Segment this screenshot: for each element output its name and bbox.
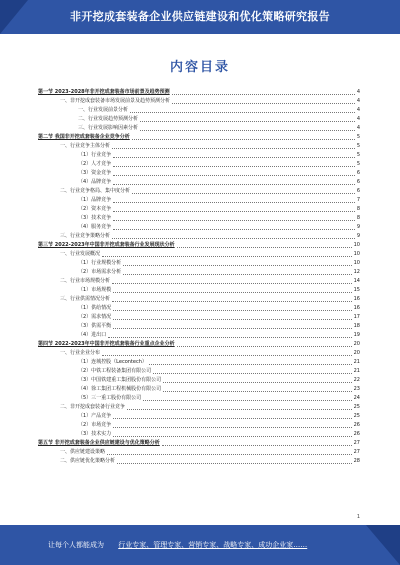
toc-entry-label: （2）需求情况 — [78, 314, 112, 320]
toc-chapter-entry[interactable] — [38, 88, 360, 97]
toc-leader-dots — [123, 268, 351, 275]
toc-leader-dots — [149, 358, 352, 365]
footer-slogan — [48, 525, 307, 565]
toc-entry-label: 第一节 2023-2028年非开挖成套装备市场前景及趋势预测 — [38, 89, 170, 95]
toc-entry-label: （3）资金竞争 — [78, 170, 112, 176]
toc-entry-page: 25 — [353, 404, 360, 410]
toc-leader-dots — [113, 214, 355, 221]
toc-entry[interactable] — [38, 268, 360, 277]
toc-entry-page: 24 — [353, 395, 360, 401]
toc-entry[interactable] — [38, 331, 360, 340]
toc-entry-label: （4）品牌竞争 — [78, 179, 112, 185]
toc-entry-page: 19 — [353, 332, 360, 338]
toc-leader-dots — [163, 385, 351, 392]
toc-entry[interactable] — [38, 376, 360, 385]
toc-entry-page: 4 — [356, 125, 360, 131]
toc-entry-page: 20 — [353, 341, 360, 347]
toc-entry-label: 一、行业发展概况 — [60, 251, 101, 257]
toc-entry[interactable] — [38, 295, 360, 304]
toc-entry-label: 二、非开挖成套装备行业竞争 — [60, 404, 126, 410]
toc-leader-dots — [113, 313, 351, 320]
toc-entry-page: 27 — [353, 440, 360, 446]
toc-entry[interactable] — [38, 259, 360, 268]
toc-entry-label: （3）技术竞争 — [78, 215, 112, 221]
toc-entry-page: 5 — [356, 143, 360, 149]
toc-entry-page: 22 — [353, 377, 360, 383]
toc-leader-dots — [108, 331, 351, 338]
toc-leader-dots — [113, 196, 355, 203]
toc-leader-dots — [113, 304, 351, 311]
toc-page — [0, 34, 400, 525]
toc-entry-label: 二、行业竞争格局、集中度分析 — [60, 188, 131, 194]
toc-entry-page: 5 — [356, 152, 360, 158]
toc-entry-label: 三、行业供需情况分析 — [60, 296, 111, 302]
toc-entry[interactable] — [38, 151, 360, 160]
toc-entry-label: 二、行业发展趋势预测分析 — [78, 116, 139, 122]
toc-entry-page: 28 — [353, 458, 360, 464]
toc-entry-page: 7 — [356, 197, 360, 203]
toc-entry[interactable] — [38, 250, 360, 259]
toc-leader-dots — [163, 376, 351, 383]
toc-entry-label: 一、供应链建设策略 — [60, 449, 106, 455]
toc-leader-dots — [140, 115, 355, 122]
toc-leader-dots — [127, 403, 352, 410]
toc-leader-dots — [140, 124, 355, 131]
toc-entry-page: 4 — [356, 89, 360, 95]
toc-entry-page: 8 — [356, 206, 360, 212]
toc-entry-label: 三、行业发展影响因素分析 — [78, 125, 139, 131]
toc-leader-dots — [113, 322, 351, 329]
toc-entry-page: 18 — [353, 323, 360, 329]
toc-entry[interactable] — [38, 394, 360, 403]
toc-entry[interactable] — [38, 169, 360, 178]
toc-leader-dots — [102, 250, 352, 257]
toc-leader-dots — [123, 259, 351, 266]
toc-entry[interactable] — [38, 223, 360, 232]
toc-entry-label: 第五节 非开挖成套装备企业供应链建设与优化策略分析 — [38, 440, 160, 446]
toc-entry-page: 14 — [353, 278, 360, 284]
toc-leader-dots — [113, 151, 355, 158]
toc-entry-label: 一、行业竞争主体分析 — [60, 143, 111, 149]
toc-entry-page: 21 — [353, 368, 360, 374]
toc-entry-page: 10 — [353, 260, 360, 266]
toc-entry[interactable] — [38, 430, 360, 439]
toc-entry-page: 8 — [356, 215, 360, 221]
toc-entry-label: 一、行业发展前景分析 — [78, 107, 129, 113]
report-title: 非开挖成套装备企业供应链建设和优化策略研究报告 — [70, 10, 330, 23]
toc-entry[interactable] — [38, 385, 360, 394]
toc-entry-label: （1）品牌竞争 — [78, 197, 112, 203]
toc-entry-page: 6 — [356, 170, 360, 176]
toc-entry-page: 5 — [356, 161, 360, 167]
toc-entry[interactable] — [38, 457, 360, 466]
toc-entry[interactable] — [38, 304, 360, 313]
toc-entry[interactable] — [38, 142, 360, 151]
toc-entry-label: （2）市场竞争 — [78, 422, 112, 428]
toc-entry-page: 27 — [353, 449, 360, 455]
toc-entry-label: （3）中国铁建重工集团股份有限公司 — [78, 377, 162, 383]
toc-entry-label: （1）行业竞争 — [78, 152, 112, 158]
toc-entry[interactable] — [38, 232, 360, 241]
toc-entry-label: （5）三一重工股份有限公司 — [78, 395, 142, 401]
toc-entry-page: 16 — [353, 305, 360, 311]
toc-entry-page: 6 — [356, 188, 360, 194]
toc-entry-page: 4 — [356, 107, 360, 113]
toc-entry-label: （4）服务竞争 — [78, 224, 112, 230]
toc-list — [38, 88, 360, 466]
toc-leader-dots — [172, 97, 355, 104]
toc-entry-label: 三、行业竞争策略分析 — [60, 233, 111, 239]
toc-leader-dots — [113, 412, 351, 419]
footer-lead: 让每个人都能成为 — [48, 541, 104, 549]
toc-entry[interactable] — [38, 187, 360, 196]
toc-entry-label: 一、行业企业分布 — [60, 350, 101, 356]
toc-leader-dots — [172, 88, 355, 95]
toc-leader-dots — [112, 277, 352, 284]
toc-leader-dots — [112, 142, 355, 149]
page-number: 1 — [356, 514, 360, 520]
toc-leader-dots — [132, 133, 355, 140]
toc-entry[interactable] — [38, 196, 360, 205]
toc-leader-dots — [177, 241, 352, 248]
toc-entry[interactable] — [38, 403, 360, 412]
toc-entry-label: 二、行业市场规模分析 — [60, 278, 111, 284]
toc-leader-dots — [107, 448, 352, 455]
toc-leader-dots — [177, 340, 352, 347]
toc-entry[interactable] — [38, 421, 360, 430]
toc-entry[interactable] — [38, 367, 360, 376]
footer-roles: 行业专家、管理专家、营销专家、战略专家、成功企业家…… — [118, 541, 308, 549]
toc-leader-dots — [132, 187, 355, 194]
toc-entry-page: 5 — [356, 134, 360, 140]
toc-entry-label: （3）供需平衡 — [78, 323, 112, 329]
toc-entry-label: 二、供应链优化策略分析 — [60, 458, 116, 464]
toc-entry-label: （1）供给情况 — [78, 305, 112, 311]
toc-chapter-entry[interactable] — [38, 133, 360, 142]
toc-leader-dots — [102, 349, 352, 356]
toc-entry-page: 21 — [353, 359, 360, 365]
toc-leader-dots — [153, 367, 351, 374]
toc-leader-dots — [113, 430, 351, 437]
toc-heading: 内容目录 — [169, 60, 230, 75]
toc-entry-label: 第三节 2022-2023年中国非开挖成套装备行业发展现状分析 — [38, 242, 175, 248]
toc-entry[interactable] — [38, 160, 360, 169]
toc-leader-dots — [117, 457, 352, 464]
toc-entry[interactable] — [38, 322, 360, 331]
toc-entry-label: （1）行业规模分析 — [78, 260, 122, 266]
toc-entry-label: 第二节 我国非开挖成套装备企业竞争分析 — [38, 134, 130, 140]
toc-entry[interactable] — [38, 412, 360, 421]
toc-leader-dots — [113, 223, 355, 230]
toc-entry-page: 9 — [356, 233, 360, 239]
toc-entry-label: （2）人才竞争 — [78, 161, 112, 167]
toc-entry[interactable] — [38, 205, 360, 214]
toc-leader-dots — [112, 295, 352, 302]
toc-entry-label: （1）产品竞争 — [78, 413, 112, 419]
toc-entry[interactable] — [38, 97, 360, 106]
toc-entry-page: 26 — [353, 431, 360, 437]
toc-entry[interactable] — [38, 286, 360, 295]
toc-leader-dots — [113, 178, 355, 185]
toc-leader-dots — [112, 232, 355, 239]
toc-entry-label: （3）技术实力 — [78, 431, 112, 437]
toc-entry-label: （2）市场需求分析 — [78, 269, 122, 275]
toc-leader-dots — [113, 421, 351, 428]
toc-entry[interactable] — [38, 349, 360, 358]
toc-entry-page: 26 — [353, 422, 360, 428]
toc-entry[interactable] — [38, 178, 360, 187]
toc-entry-page: 9 — [356, 224, 360, 230]
toc-entry[interactable] — [38, 448, 360, 457]
toc-chapter-entry[interactable] — [38, 241, 360, 250]
toc-entry-label: 第四节 2022-2023年中国非开挖成套装备行业重点企业分析 — [38, 341, 175, 347]
toc-entry-page: 16 — [353, 296, 360, 302]
toc-leader-dots — [113, 286, 351, 293]
toc-entry-page: 4 — [356, 98, 360, 104]
toc-entry-page: 20 — [353, 350, 360, 356]
toc-leader-dots — [162, 439, 352, 446]
toc-chapter-entry[interactable] — [38, 439, 360, 448]
toc-entry-page: 4 — [356, 116, 360, 122]
toc-entry[interactable] — [38, 106, 360, 115]
toc-entry[interactable] — [38, 277, 360, 286]
toc-entry[interactable] — [38, 358, 360, 367]
toc-entry-page: 23 — [353, 386, 360, 392]
toc-entry-label: （4）徐工集团工程机械股份有限公司 — [78, 386, 162, 392]
toc-entry-page: 15 — [353, 287, 360, 293]
toc-entry-page: 25 — [353, 413, 360, 419]
toc-entry-page: 10 — [353, 251, 360, 257]
toc-entry-page: 6 — [356, 179, 360, 185]
toc-entry-page: 17 — [353, 314, 360, 320]
toc-leader-dots — [143, 394, 351, 401]
footer-corner-decoration — [366, 525, 400, 565]
toc-entry-label: （1）市场规模 — [78, 287, 112, 293]
toc-entry-label: （2）资本竞争 — [78, 206, 112, 212]
toc-entry-page: 10 — [353, 242, 360, 248]
page-header — [0, 0, 400, 34]
page-footer — [0, 525, 400, 565]
toc-entry-label: （1）连城控股（Lecontech） — [78, 359, 147, 365]
toc-leader-dots — [113, 169, 355, 176]
toc-entry-label: （4）进出口 — [78, 332, 107, 338]
toc-leader-dots — [130, 106, 355, 113]
toc-entry-page: 12 — [353, 269, 360, 275]
toc-entry[interactable] — [38, 124, 360, 133]
toc-chapter-entry[interactable] — [38, 340, 360, 349]
toc-entry-label: （2）中铁工程装备集团有限公司 — [78, 368, 152, 374]
toc-leader-dots — [113, 160, 355, 167]
toc-leader-dots — [113, 205, 355, 212]
toc-entry-label: 一、非开挖成套装备市场发展前景及趋势预测分析 — [60, 98, 171, 104]
toc-entry[interactable] — [38, 115, 360, 124]
toc-entry[interactable] — [38, 313, 360, 322]
toc-entry[interactable] — [38, 214, 360, 223]
